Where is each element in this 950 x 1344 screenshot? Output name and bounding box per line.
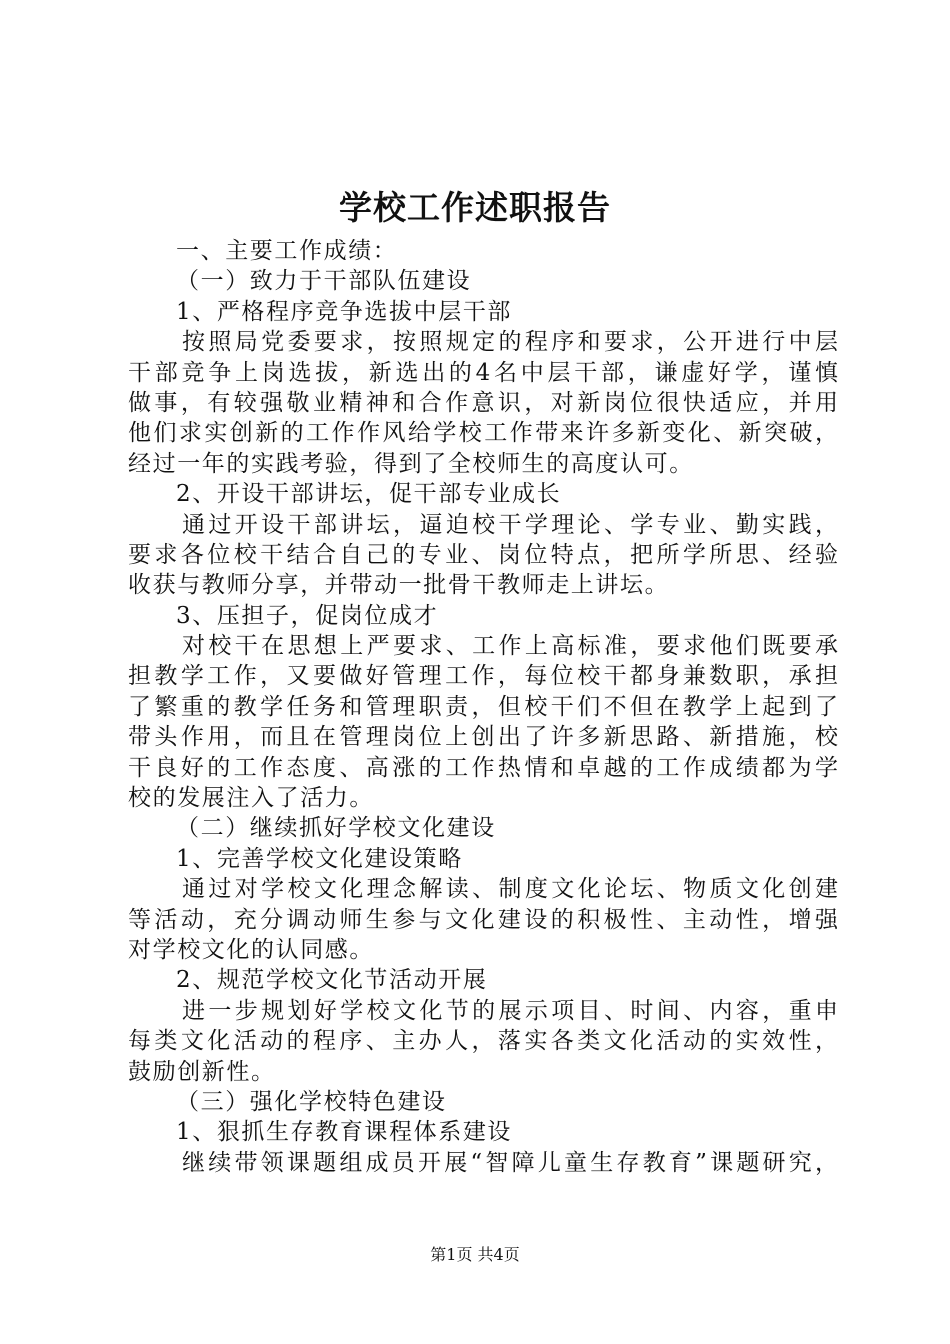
paragraph-line: 一、主要工作成绩： [176,238,398,264]
paragraph-line: 经过一年的实践考验，得到了全校师生的高度认可。 [128,450,694,477]
paragraph-line: 他们求实创新的工作作风给学校工作带来许多新变化、新突破， [128,420,838,447]
paragraph-line: 了繁重的教学任务和管理职责，但校干们不但在教学上起到了 [128,693,838,720]
paragraph-line: 鼓励创新性。 [128,1058,276,1085]
paragraph-line: 干良好的工作态度、高涨的工作热情和卓越的工作成绩都为学 [128,754,838,781]
paragraph-line: 要求各位校干结合自己的专业、岗位特点，把所学所思、经验 [128,541,838,568]
paragraph-line: 对校干在思想上严要求、工作上高标准，要求他们既要承 [182,633,838,660]
document-title: 学校工作述职报告 [339,188,611,227]
paragraph-line: 1、严格程序竞争选拔中层干部 [176,298,513,325]
paragraph-line: 继续带领课题组成员开展“智障儿童生存教育”课题研究， [182,1149,838,1176]
paragraph-line: （二）继续抓好学校文化建设 [176,815,496,842]
paragraph-line: 通过对学校文化理念解读、制度文化论坛、物质文化创建 [182,876,838,903]
paragraph-line: 每类文化活动的程序、主办人，落实各类文化活动的实效性， [128,1028,838,1055]
paragraph-line: 担教学工作，又要做好管理工作，每位校干都身兼数职，承担 [128,663,838,690]
paragraph-line: 校的发展注入了活力。 [128,785,374,812]
paragraph-line: 2、规范学校文化节活动开展 [176,967,488,994]
paragraph-line: 等活动，充分调动师生参与文化建设的积极性、主动性，增强 [128,906,838,933]
paragraph-line: （一）致力于干部队伍建设 [176,268,472,295]
paragraph-line: 带头作用，而且在管理岗位上创出了许多新思路、新措施，校 [128,724,838,751]
paragraph-line: 对学校文化的认同感。 [128,936,374,963]
paragraph-line: 3、压担子，促岗位成才 [176,602,439,629]
paragraph-line: 干部竞争上岗选拔，新选出的4名中层干部，谦虚好学，谨慎 [128,359,838,386]
page-footer: 第1页 共4页 [430,1245,520,1264]
paragraph-line: 按照局党委要求，按照规定的程序和要求，公开进行中层 [182,329,838,356]
paragraph-line: 做事，有较强敬业精神和合作意识，对新岗位很快适应，并用 [128,389,838,416]
paragraph-line: 通过开设干部讲坛，逼迫校干学理论、学专业、勤实践， [182,511,838,538]
paragraph-line: 1、完善学校文化建设策略 [176,845,463,872]
paragraph-line: 2、开设干部讲坛，促干部专业成长 [176,481,562,508]
paragraph-line: 收获与教师分享，并带动一批骨干教师走上讲坛。 [128,572,670,599]
paragraph-line: （三）强化学校特色建设 [176,1088,447,1115]
paragraph-line: 进一步规划好学校文化节的展示项目、时间、内容，重申 [182,997,838,1024]
document-body [128,236,838,1178]
paragraph-line: 1、狠抓生存教育课程体系建设 [176,1119,513,1146]
